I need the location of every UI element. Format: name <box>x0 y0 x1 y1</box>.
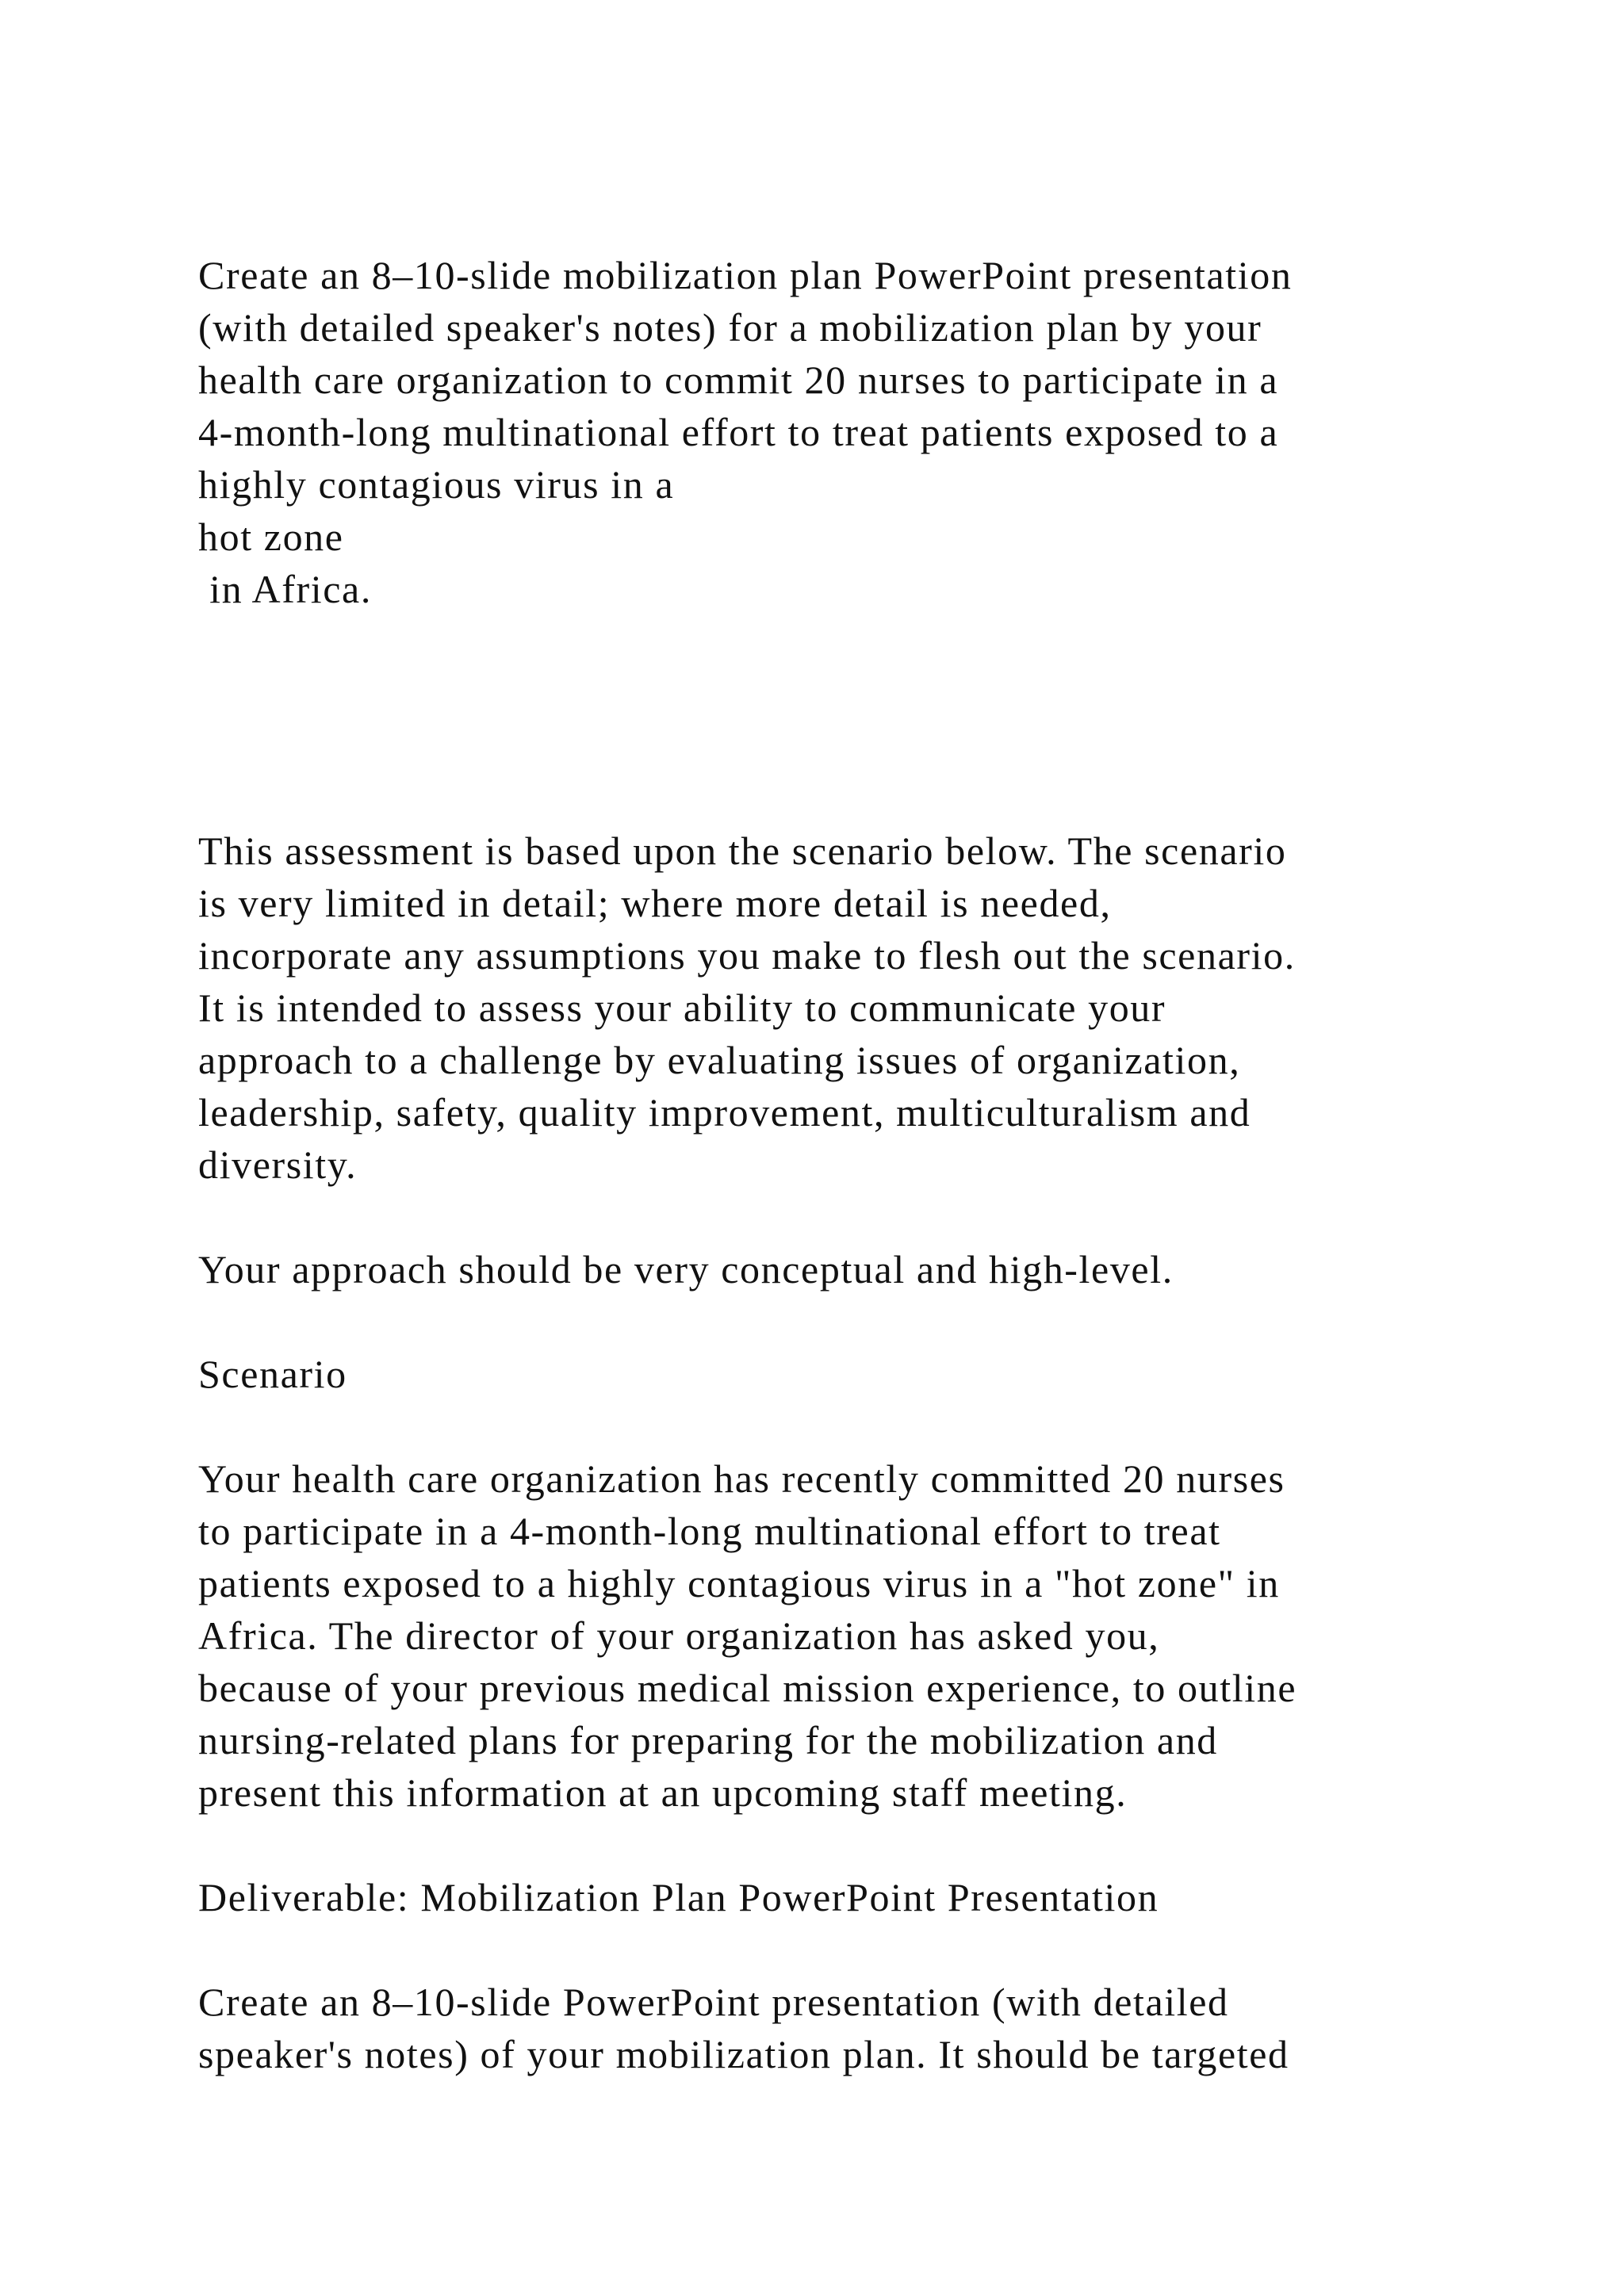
assessment-line-3: incorporate any assumptions you make to flesh out the scenario. <box>198 933 1296 978</box>
scenario-line-3: patients exposed to a highly contagious virus in a "hot zone" in <box>198 1561 1280 1605</box>
scenario-line-5: because of your previous medical mission experience, to outline <box>198 1666 1297 1710</box>
deliverable-paragraph <box>198 1976 1594 2080</box>
scenario-paragraph <box>198 1452 1594 1819</box>
deliverable-heading: Deliverable: Mobilization Plan PowerPoint Presentation <box>198 1875 1159 1919</box>
assessment-line-4: It is intended to assess your ability to communicate your <box>198 985 1166 1030</box>
assessment-line-5: approach to a challenge by evaluating issues of organization, <box>198 1038 1241 1082</box>
assessment-line-7: diversity. <box>198 1142 358 1187</box>
assessment-line-1: This assessment is based upon the scenario below. The scenario <box>198 828 1287 873</box>
intro-line-6: hot zone <box>198 515 344 559</box>
scenario-line-4: Africa. The director of your organization has asked you, <box>198 1613 1160 1658</box>
intro-line-7: in Africa. <box>198 567 372 611</box>
assessment-paragraph <box>198 825 1594 1191</box>
scenario-heading-block <box>198 1348 1594 1400</box>
assessment-line-2: is very limited in detail; where more detail is needed, <box>198 881 1112 925</box>
deliverable-line-1: Create an 8–10-slide PowerPoint presentation (with detailed <box>198 1980 1229 2024</box>
scenario-line-6: nursing-related plans for preparing for the mobilization and <box>198 1718 1218 1762</box>
approach-paragraph <box>198 1243 1594 1295</box>
scenario-line-1: Your health care organization has recently committed 20 nurses <box>198 1456 1285 1501</box>
intro-line-1: Create an 8–10-slide mobilization plan PowerPoint presentation <box>198 253 1293 297</box>
intro-line-3: health care organization to commit 20 nurses to participate in a <box>198 358 1279 402</box>
scenario-heading: Scenario <box>198 1352 347 1396</box>
intro-line-4: 4-month-long multinational effort to treat patients exposed to a <box>198 410 1279 454</box>
intro-line-2: (with detailed speaker's notes) for a mobilization plan by your <box>198 305 1262 350</box>
deliverable-heading-block <box>198 1871 1594 1923</box>
scenario-line-2: to participate in a 4-month-long multinational effort to treat <box>198 1509 1221 1553</box>
intro-line-5: highly contagious virus in a <box>198 462 675 507</box>
assessment-line-6: leadership, safety, quality improvement, multiculturalism and <box>198 1090 1251 1135</box>
deliverable-line-2: speaker's notes) of your mobilization plan. It should be targeted <box>198 2032 1289 2076</box>
intro-paragraph <box>198 249 1594 615</box>
approach-line: Your approach should be very conceptual and high-level. <box>198 1247 1174 1292</box>
scenario-line-7: present this information at an upcoming staff meeting. <box>198 1770 1128 1815</box>
